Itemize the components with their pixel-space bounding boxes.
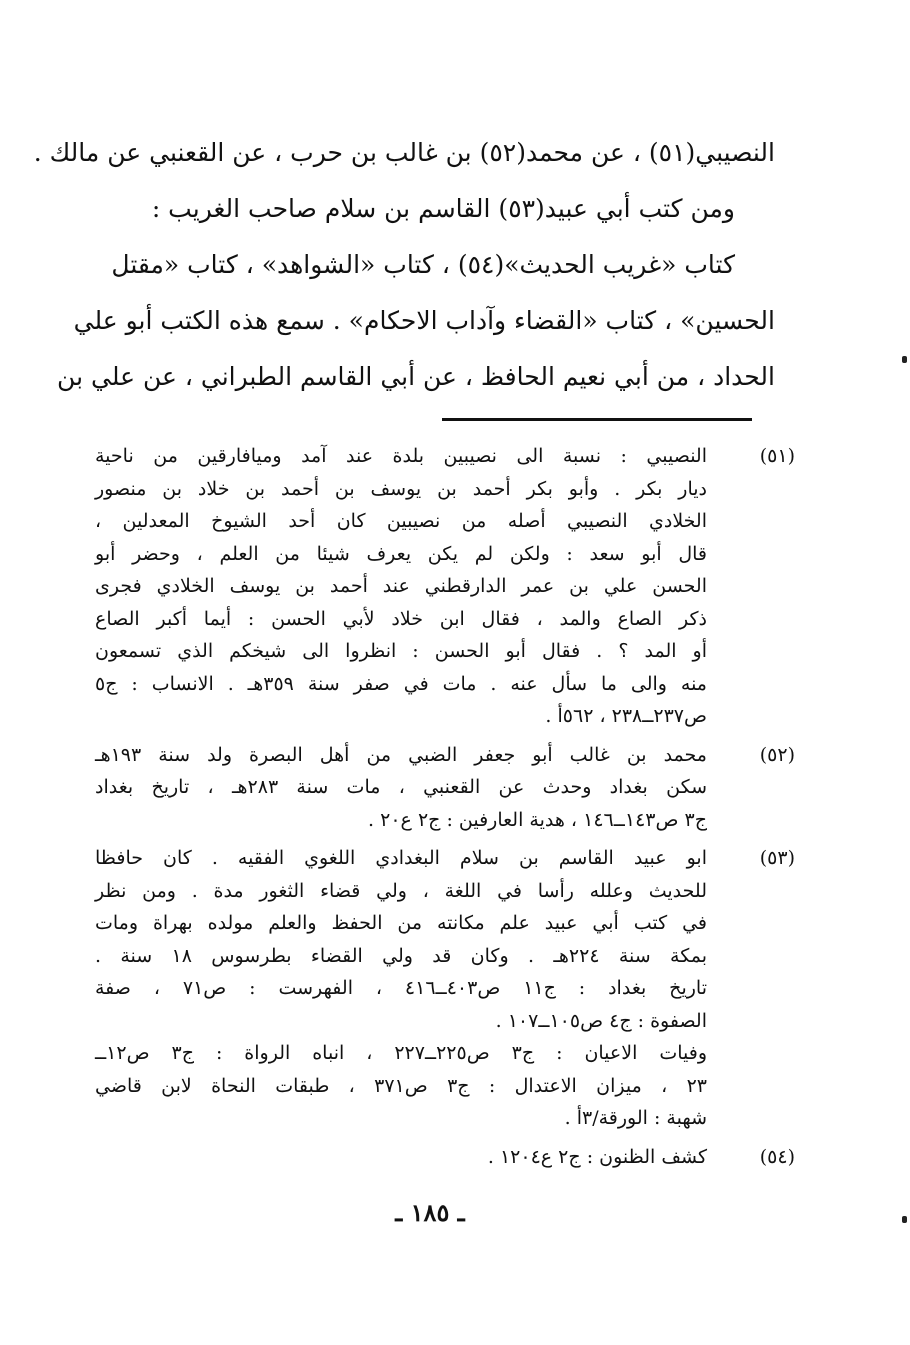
footnote-line: ص٢٣٧ــ٢٣٨ ، ٥٦٢أ . xyxy=(545,705,707,727)
footnote-line: شهبة : الورقة/٣أ . xyxy=(564,1107,707,1129)
main-text-line: ومن كتب أبي عبيد(٥٣) القاسم بن سلام صاحب الغريب : xyxy=(151,194,735,223)
footnote-line: ابو عبيد القاسم بن سلام البغدادي اللغوي الفقيه . كان حافظا xyxy=(95,847,707,869)
footnote-line: كشف الظنون : ج٢ ع١٢٠٤ . xyxy=(487,1145,707,1168)
footnote-line: الحسن علي بن عمر الدارقطني عند أحمد بن يوسف الخلادي فجرى xyxy=(95,575,707,597)
footnote-52 xyxy=(95,739,795,837)
footnote-line: قال أبو سعد : ولكن لم يكن يعرف شيئا من العلم ، وحضر أبو xyxy=(95,542,707,565)
scan-speck xyxy=(902,356,907,363)
main-text-line: كتاب «غريب الحديث»(٥٤) ، كتاب «الشواهد» ، كتاب «مقتل xyxy=(111,250,735,279)
footnote-line: ج٣ ص١٤٣ــ١٤٦ ، هدية العارفين : ج٢ ع٢٠ . xyxy=(368,808,707,831)
footnote-line: ديار بكر . وأبو بكر أحمد بن يوسف بن أحمد بن خلاد بن منصور xyxy=(95,477,707,500)
footnote-number: (٥١) xyxy=(759,445,795,467)
footnote-53 xyxy=(95,842,795,1135)
footnote-54 xyxy=(95,1141,795,1174)
main-text-line: الحداد ، من أبي نعيم الحافظ ، عن أبي القاسم الطبراني ، عن علي بن xyxy=(57,362,775,391)
footnote-line: بمكة سنة ٢٢٤هـ . وكان قد ولي القضاء بطرسوس ١٨ سنة . xyxy=(95,944,707,967)
main-text xyxy=(33,125,775,405)
page-number: ـ ١٨٥ ـ xyxy=(395,1198,465,1227)
footnote-line: أو المد ؟ . فقال أبو الحسن : انظروا الى شيخكم الذي تسمعون xyxy=(95,640,707,662)
footnote-number: (٥٣) xyxy=(759,847,795,869)
footnote-line: سكن بغداد وحدث عن القعنبي ، مات سنة ٢٨٣هـ ، تاريخ بغداد xyxy=(95,776,707,798)
footnote-line: للحديث وعلله رأسا في اللغة ، ولي قضاء الثغور مدة . ومن نظر xyxy=(95,879,707,902)
footnote-number: (٥٢) xyxy=(759,743,795,766)
footnote-number: (٥٤) xyxy=(759,1145,795,1168)
footnote-line: الخلادي النصيبي أصله من نصيبين كان أحد الشيوخ المعدلين ، xyxy=(95,510,707,532)
main-text-line: النصيبي(٥١) ، عن محمد(٥٢) بن غالب بن حرب ، عن القعنبي عن مالك . xyxy=(33,138,775,167)
scan-speck xyxy=(902,1216,907,1223)
footnote-line: تاريخ بغداد : ج١١ ص٤٠٣ــ٤١٦ ، الفهرست : ص٧١ ، صفة xyxy=(95,977,707,999)
footnote-line: الصفوة : ج٤ ص١٠٥ــ١٠٧ . xyxy=(495,1009,707,1032)
footnotes-section xyxy=(95,440,795,1179)
footnote-line: في كتب أبي عبيد علم مكانته من الحفظ والعلم مولده بهراة ومات xyxy=(95,912,707,934)
footnote-line: ذكر الصاع والمد ، فقال ابن خلاد لأبي الحسن : أيما أكبر الصاع xyxy=(95,607,707,630)
footnote-line: منه والى ما سأل عنه . مات في صفر سنة ٣٥٩هـ . الانساب : ج٥ xyxy=(95,672,707,695)
main-text-line: الحسين» ، كتاب «القضاء وآداب الاحكام» . سمع هذه الكتب أبو علي xyxy=(73,306,775,335)
footnote-line: ٢٣ ، ميزان الاعتدال : ج٣ ص٣٧١ ، طبقات النحاة لابن قاضي xyxy=(95,1074,707,1097)
footnote-divider xyxy=(442,418,752,421)
footnote-51 xyxy=(95,440,795,733)
footnote-line: وفيات الاعيان : ج٣ ص٢٢٥ــ٢٢٧ ، انباه الرواة : ج٣ ص١٢ــ xyxy=(95,1042,707,1064)
footnote-line: النصيبي : نسبة الى نصيبين بلدة عند آمد وميافارقين من ناحية xyxy=(95,445,707,467)
footnote-line: محمد بن غالب أبو جعفر الضبي من أهل البصرة ولد سنة ١٩٣هـ xyxy=(95,743,707,766)
